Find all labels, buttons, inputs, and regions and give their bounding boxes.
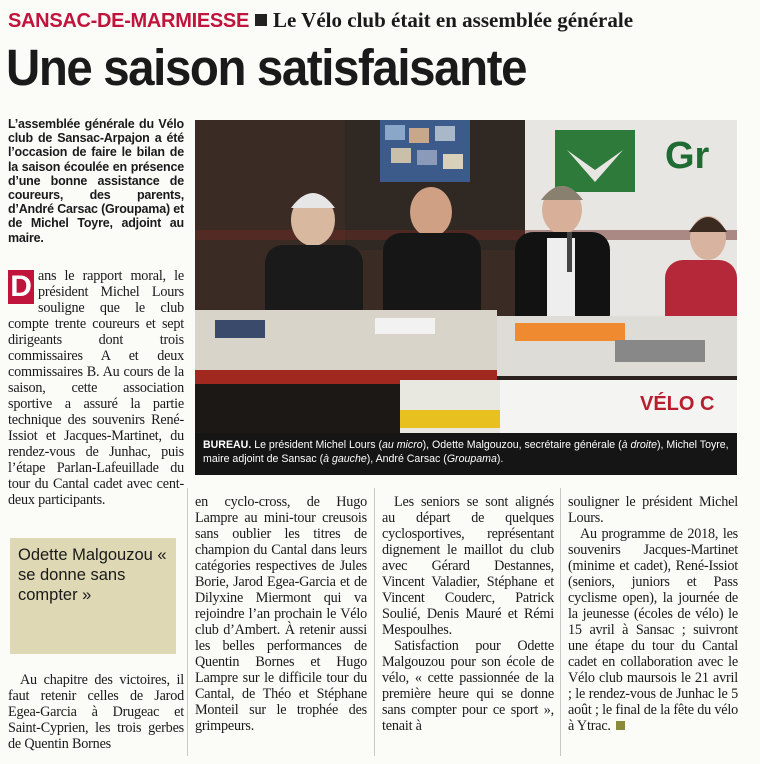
banner-text: VÉLO C bbox=[640, 393, 715, 415]
groupama-sign-text: Gr bbox=[665, 135, 710, 177]
col3-paragraph-1: Les seniors se sont alignés au départ de quelques cyclosportives, représentant dignement le maillot du club avec Gérard Destannes, Vincent Valadier, Stéphane et Vincent Couderc, Patrick Soulié, Denis Mauré et Rémi Mespoulhes. bbox=[382, 494, 554, 638]
caption-text-5: ). bbox=[496, 452, 504, 465]
photo-illustration bbox=[195, 120, 737, 475]
column-4 bbox=[568, 494, 738, 734]
column-1-bottom bbox=[8, 672, 184, 752]
caption-italic-4: Groupama bbox=[446, 452, 497, 465]
kicker-place: SANSAC-DE-MARMIESSE bbox=[8, 10, 249, 32]
column-1 bbox=[8, 268, 184, 508]
pull-quote-text: Odette Malgouzou « se donne sans compter » bbox=[18, 546, 167, 604]
caption-text-3: ), Michel Toyre, maire adjoint de Sansac ( bbox=[203, 439, 729, 465]
column-divider bbox=[374, 488, 375, 756]
caption-text-2: ), Odette Malgouzou, secrétaire générale ( bbox=[422, 439, 622, 451]
caption-italic-2: à droite bbox=[621, 439, 657, 451]
end-mark-icon bbox=[616, 721, 625, 730]
column-3 bbox=[382, 494, 554, 734]
kicker bbox=[8, 8, 633, 33]
col4-paragraph-2: Au programme de 2018, les souvenirs Jacques-Martinet (minime et cadet), René-Issiot (seniors, juniors et Pass cyclisme open), la journée de la jeunesse (écoles de vélo) le 15 avril à Sansac ; suivront une étape du tour du Cantal cadet en collaboration avec le Vélo club maursois le 21 avril ; le rendez-vous de Junhac le 5 août ; le final de la fête du vélo à Ytrac. bbox=[568, 526, 738, 734]
col1-paragraph-2: Au chapitre des victoires, il faut retenir celles de Jarod Egea-Garcia à Drugeac et Saint-Cyprien, les trois gerbes de Quentin Bornes bbox=[8, 672, 184, 752]
column-divider bbox=[560, 488, 561, 756]
pull-quote-box bbox=[10, 538, 176, 654]
caption-label: BUREAU. bbox=[203, 439, 252, 451]
caption-italic-1: au micro bbox=[382, 439, 423, 451]
caption-text-4: ), André Carsac ( bbox=[366, 452, 447, 465]
column-2 bbox=[195, 494, 367, 734]
col1-paragraph-1: ans le rapport moral, le président Michel Lours souligne que le club compte trente coureurs et sept dirigeants dont trois commissaires A et deux commissaires B. Au cours de la saison, cette association sportive a assuré la partie technique des souvenirs René-Issiot et Jacques-Martinet, du rendez-vous de Junhac, puis l’étape Parlan-Lafeuillade du tour du Cantal cadet avec cent-deux participants. bbox=[8, 268, 184, 508]
headline: Une saison satisfaisante bbox=[6, 39, 527, 96]
col2-paragraph: en cyclo-cross, de Hugo Lampre au mini-tour creusois sans oublier les titres de champion du Cantal dans leurs catégories respectives de Jules Borie, Jarod Egea-Garcia et de Dilyxine Miermont qui va rejoindre l’an prochain le Vélo club d’Ambert. À retenir aussi les belles performances de Quentin Bornes et Hugo Lampre sur le difficile tour du Cantal, de Théo et Stéphane Monteil sur le trophée des grimpeurs. bbox=[195, 494, 367, 734]
square-bullet-icon bbox=[255, 14, 267, 26]
column-divider bbox=[187, 488, 188, 756]
caption-text-1: Le président Michel Lours ( bbox=[251, 439, 382, 451]
photo bbox=[195, 120, 737, 475]
col4-paragraph-1: souligner le président Michel Lours. bbox=[568, 494, 738, 526]
chapo: L’assemblée générale du Vélo club de Sansac-Arpajon a été l’occasion de faire le bilan de la saison écoulée en présence d’une bonne assistance de coureurs, des parents, d’André Carsac (Groupama) et de Michel Toyre, adjoint au maire. bbox=[8, 117, 184, 245]
dropcap: D bbox=[8, 270, 34, 304]
col3-paragraph-2: Satisfaction pour Odette Malgouzou pour son école de vélo, « cette passionnée de la première heure qui se donne sans compter pour ce sport », tenait à bbox=[382, 638, 554, 734]
caption-italic-3: à gauche bbox=[323, 452, 367, 465]
kicker-subtitle: Le Vélo club était en assemblée générale bbox=[272, 8, 634, 32]
photo-caption bbox=[195, 433, 737, 475]
